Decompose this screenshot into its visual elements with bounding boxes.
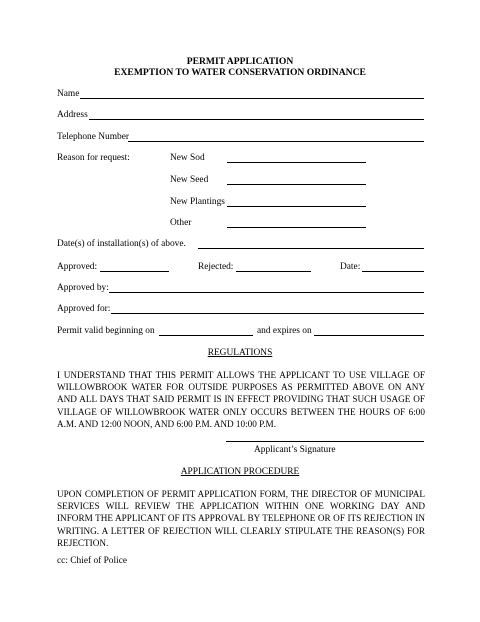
address-field[interactable] [89, 119, 424, 120]
date-label: Date: [340, 262, 361, 272]
approved-label: Approved: [57, 262, 98, 272]
new-sod-field[interactable] [227, 162, 366, 163]
new-seed-field[interactable] [227, 184, 366, 185]
procedure-heading: APPLICATION PROCEDURE [180, 467, 300, 477]
approved-for-label: Approved for: [57, 304, 111, 314]
approved-field[interactable] [100, 271, 169, 272]
rejected-label: Rejected: [198, 262, 234, 272]
approved-by-label: Approved by: [57, 283, 109, 293]
telephone-field[interactable] [128, 141, 424, 142]
regulations-text: I UNDERSTAND THAT THIS PERMIT ALLOWS THE APPLICANT TO USE VILLAGE OF WILLOWBROOK WATER FOR OUTSIDE PURPOSES AS PERMITTED ABOVE ON ANY AND ALL DAYS THAT SAID PERMIT IS IN EFFECT PROVIDING THAT SUCH USAGE OF VILLAGE OF WILLOWBROOK WATER ONLY OCCURS BETWEEN THE HOURS OF 6:00 A.M. AND 12:00 NOON, AND 6:00 P.M. AND 10:00 P.M. [57, 370, 425, 429]
other-field[interactable] [227, 227, 366, 228]
valid-beginning-label: Permit valid beginning on [57, 326, 155, 336]
approved-for-field[interactable] [111, 313, 424, 314]
signature-line[interactable] [226, 441, 424, 442]
name-field[interactable] [80, 98, 424, 99]
expires-on-field[interactable] [314, 335, 424, 336]
reason-label: Reason for request: [57, 153, 130, 163]
cc-line: cc: Chief of Police [57, 556, 128, 566]
expires-on-label: and expires on [257, 326, 312, 336]
installation-dates-field[interactable] [198, 248, 424, 249]
date-field[interactable] [362, 271, 424, 272]
reason-option-new-seed: New Seed [170, 175, 209, 185]
signature-label: Applicant’s Signature [254, 445, 336, 455]
form-title: PERMIT APPLICATION [186, 56, 294, 67]
address-label: Address [57, 110, 88, 120]
form-subtitle: EXEMPTION TO WATER CONSERVATION ORDINANCE [114, 67, 366, 78]
regulations-heading: REGULATIONS [207, 348, 273, 358]
new-plantings-field[interactable] [227, 206, 366, 207]
rejected-field[interactable] [236, 271, 311, 272]
approved-by-field[interactable] [109, 292, 424, 293]
telephone-label: Telephone Number [57, 132, 129, 142]
reason-option-other: Other [170, 218, 192, 228]
reason-option-new-plantings: New Plantings [170, 197, 225, 207]
procedure-text: UPON COMPLETION OF PERMIT APPLICATION FORM, THE DIRECTOR OF MUNICIPAL SERVICES WILL REVIEW THE APPLICATION WITHIN ONE WORKING DAY AND INFORM THE APPLICANT OF ITS APPROVAL BY TELEPHONE OR OF ITS REJECTION IN WRITING. A LETTER OF REJECTION WILL CLEARLY STIPULATE THE REASON(S) FOR REJECTION. [57, 489, 425, 548]
installation-dates-label: Date(s) of installation(s) of above. [57, 239, 186, 249]
name-label: Name [57, 89, 80, 99]
valid-beginning-field[interactable] [159, 335, 253, 336]
reason-option-new-sod: New Sod [170, 153, 205, 163]
